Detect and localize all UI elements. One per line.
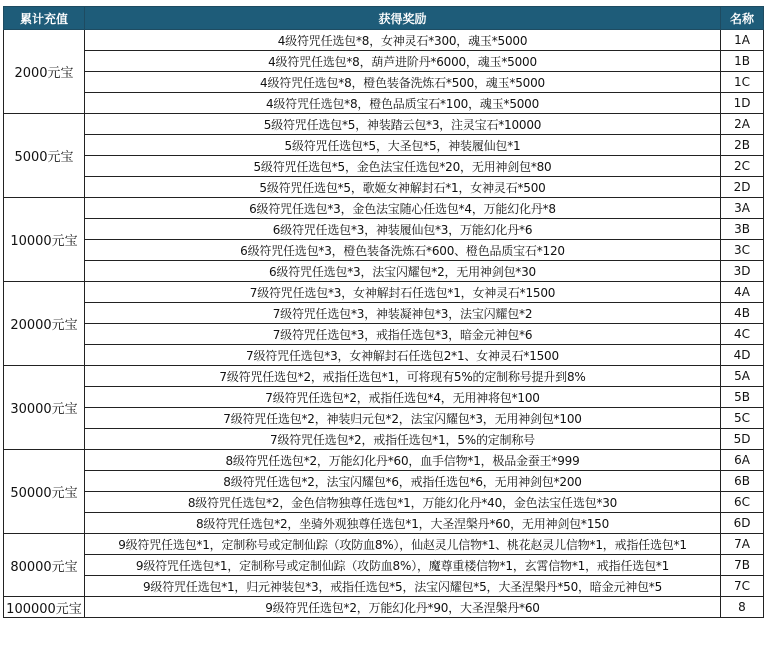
reward-cell: 7级符咒任选包*2，神装归元包*2，法宝闪耀包*3，无用神剑包*100 (85, 408, 721, 429)
reward-cell: 9级符咒任选包*1，定制称号或定制仙踪（攻防血8%），魔尊重楼信物*1，玄霄信物*1，戒指任选包*1 (85, 555, 721, 576)
reward-cell: 6级符咒任选包*3，法宝闪耀包*2，无用神剑包*30 (85, 261, 721, 282)
reward-cell: 7级符咒任选包*2，戒指任选包*4，无用神将包*100 (85, 387, 721, 408)
reward-name-cell: 3D (721, 261, 764, 282)
table-row (4, 408, 764, 429)
reward-cell: 6级符咒任选包*3，橙色装备洗炼石*600、橙色品质宝石*120 (85, 240, 721, 261)
reward-cell: 5级符咒任选包*5，神装踏云包*3，注灵宝石*10000 (85, 114, 721, 135)
reward-name-cell: 2C (721, 156, 764, 177)
table-row (4, 345, 764, 366)
tier-amount-cell: 80000元宝 (4, 534, 85, 597)
table-row (4, 471, 764, 492)
reward-cell: 6级符咒任选包*3，金色法宝随心任选包*4，万能幻化丹*8 (85, 198, 721, 219)
tier-amount-cell: 20000元宝 (4, 282, 85, 366)
tier-amount-cell: 5000元宝 (4, 114, 85, 198)
reward-table-container (3, 6, 764, 618)
reward-cell: 8级符咒任选包*2，金色信物独尊任选包*1，万能幻化丹*40，金色法宝任选包*30 (85, 492, 721, 513)
reward-cell: 7级符咒任选包*3，神装凝神包*3，法宝闪耀包*2 (85, 303, 721, 324)
tier-amount-cell: 50000元宝 (4, 450, 85, 534)
reward-name-cell: 5C (721, 408, 764, 429)
table-body (4, 30, 764, 618)
reward-name-cell: 5A (721, 366, 764, 387)
reward-name-cell: 6A (721, 450, 764, 471)
table-row (4, 387, 764, 408)
reward-name-cell: 4D (721, 345, 764, 366)
reward-name-cell: 4A (721, 282, 764, 303)
table-row (4, 597, 764, 618)
reward-name-cell: 6D (721, 513, 764, 534)
reward-cell: 7级符咒任选包*3，女神解封石任选包2*1、女神灵石*1500 (85, 345, 721, 366)
table-row (4, 177, 764, 198)
table-row (4, 51, 764, 72)
table-row (4, 93, 764, 114)
table-row (4, 429, 764, 450)
reward-cell: 8级符咒任选包*2，坐骑外观独尊任选包*1，大圣涅槃丹*60，无用神剑包*150 (85, 513, 721, 534)
tier-amount-cell: 30000元宝 (4, 366, 85, 450)
table-row (4, 156, 764, 177)
table-row (4, 135, 764, 156)
tier-amount-cell: 100000元宝 (4, 597, 85, 618)
reward-cell: 7级符咒任选包*2，戒指任选包*1，可将现有5%的定制称号提升到8% (85, 366, 721, 387)
reward-name-cell: 1C (721, 72, 764, 93)
header-name: 名称 (721, 7, 764, 30)
table-row (4, 219, 764, 240)
reward-name-cell: 6B (721, 471, 764, 492)
tier-amount-cell: 10000元宝 (4, 198, 85, 282)
reward-cell: 9级符咒任选包*1，定制称号或定制仙踪（攻防血8%），仙赵灵儿信物*1、桃花赵灵儿信物*1，戒指任选包*1 (85, 534, 721, 555)
reward-cell: 7级符咒任选包*3，女神解封石任选包*1，女神灵石*1500 (85, 282, 721, 303)
reward-cell: 4级符咒任选包*8，女神灵石*300，魂玉*5000 (85, 30, 721, 51)
reward-name-cell: 8 (721, 597, 764, 618)
reward-name-cell: 5D (721, 429, 764, 450)
table-row (4, 513, 764, 534)
reward-cell: 4级符咒任选包*8，葫芦进阶丹*6000，魂玉*5000 (85, 51, 721, 72)
table-header-row (4, 7, 764, 30)
reward-cell: 9级符咒任选包*2，万能幻化丹*90，大圣涅槃丹*60 (85, 597, 721, 618)
reward-name-cell: 4C (721, 324, 764, 345)
reward-name-cell: 3C (721, 240, 764, 261)
table-row (4, 450, 764, 471)
reward-name-cell: 2A (721, 114, 764, 135)
table-row (4, 240, 764, 261)
table-row (4, 303, 764, 324)
reward-cell: 4级符咒任选包*8，橙色品质宝石*100，魂玉*5000 (85, 93, 721, 114)
header-amount: 累计充值 (4, 7, 85, 30)
reward-cell: 9级符咒任选包*1，归元神装包*3，戒指任选包*5，法宝闪耀包*5，大圣涅槃丹*50，暗金元神包*5 (85, 576, 721, 597)
table-row (4, 72, 764, 93)
reward-name-cell: 1D (721, 93, 764, 114)
reward-cell: 5级符咒任选包*5，歌姬女神解封石*1，女神灵石*500 (85, 177, 721, 198)
reward-cell: 7级符咒任选包*2，戒指任选包*1，5%的定制称号 (85, 429, 721, 450)
table-row (4, 366, 764, 387)
reward-cell: 4级符咒任选包*8，橙色装备洗炼石*500，魂玉*5000 (85, 72, 721, 93)
table-row (4, 114, 764, 135)
reward-name-cell: 1B (721, 51, 764, 72)
reward-name-cell: 5B (721, 387, 764, 408)
reward-cell: 7级符咒任选包*3，戒指任选包*3，暗金元神包*6 (85, 324, 721, 345)
reward-name-cell: 6C (721, 492, 764, 513)
table-row (4, 492, 764, 513)
table-row (4, 576, 764, 597)
reward-name-cell: 7A (721, 534, 764, 555)
table-row (4, 324, 764, 345)
reward-name-cell: 2B (721, 135, 764, 156)
reward-cell: 8级符咒任选包*2，法宝闪耀包*6，戒指任选包*6，无用神剑包*200 (85, 471, 721, 492)
reward-cell: 5级符咒任选包*5，金色法宝任选包*20，无用神剑包*80 (85, 156, 721, 177)
reward-cell: 8级符咒任选包*2，万能幻化丹*60，血手信物*1，极品金蚕王*999 (85, 450, 721, 471)
table-row (4, 555, 764, 576)
table-row (4, 282, 764, 303)
table-row (4, 198, 764, 219)
tier-amount-cell: 2000元宝 (4, 30, 85, 114)
reward-name-cell: 2D (721, 177, 764, 198)
reward-name-cell: 1A (721, 30, 764, 51)
reward-name-cell: 4B (721, 303, 764, 324)
reward-cell: 6级符咒任选包*3，神装履仙包*3，万能幻化丹*6 (85, 219, 721, 240)
reward-cell: 5级符咒任选包*5，大圣包*5，神装履仙包*1 (85, 135, 721, 156)
table-row (4, 261, 764, 282)
header-reward: 获得奖励 (85, 7, 721, 30)
reward-name-cell: 7B (721, 555, 764, 576)
recharge-reward-table (3, 6, 764, 618)
reward-name-cell: 3B (721, 219, 764, 240)
reward-name-cell: 7C (721, 576, 764, 597)
reward-name-cell: 3A (721, 198, 764, 219)
table-row (4, 534, 764, 555)
table-row (4, 30, 764, 51)
